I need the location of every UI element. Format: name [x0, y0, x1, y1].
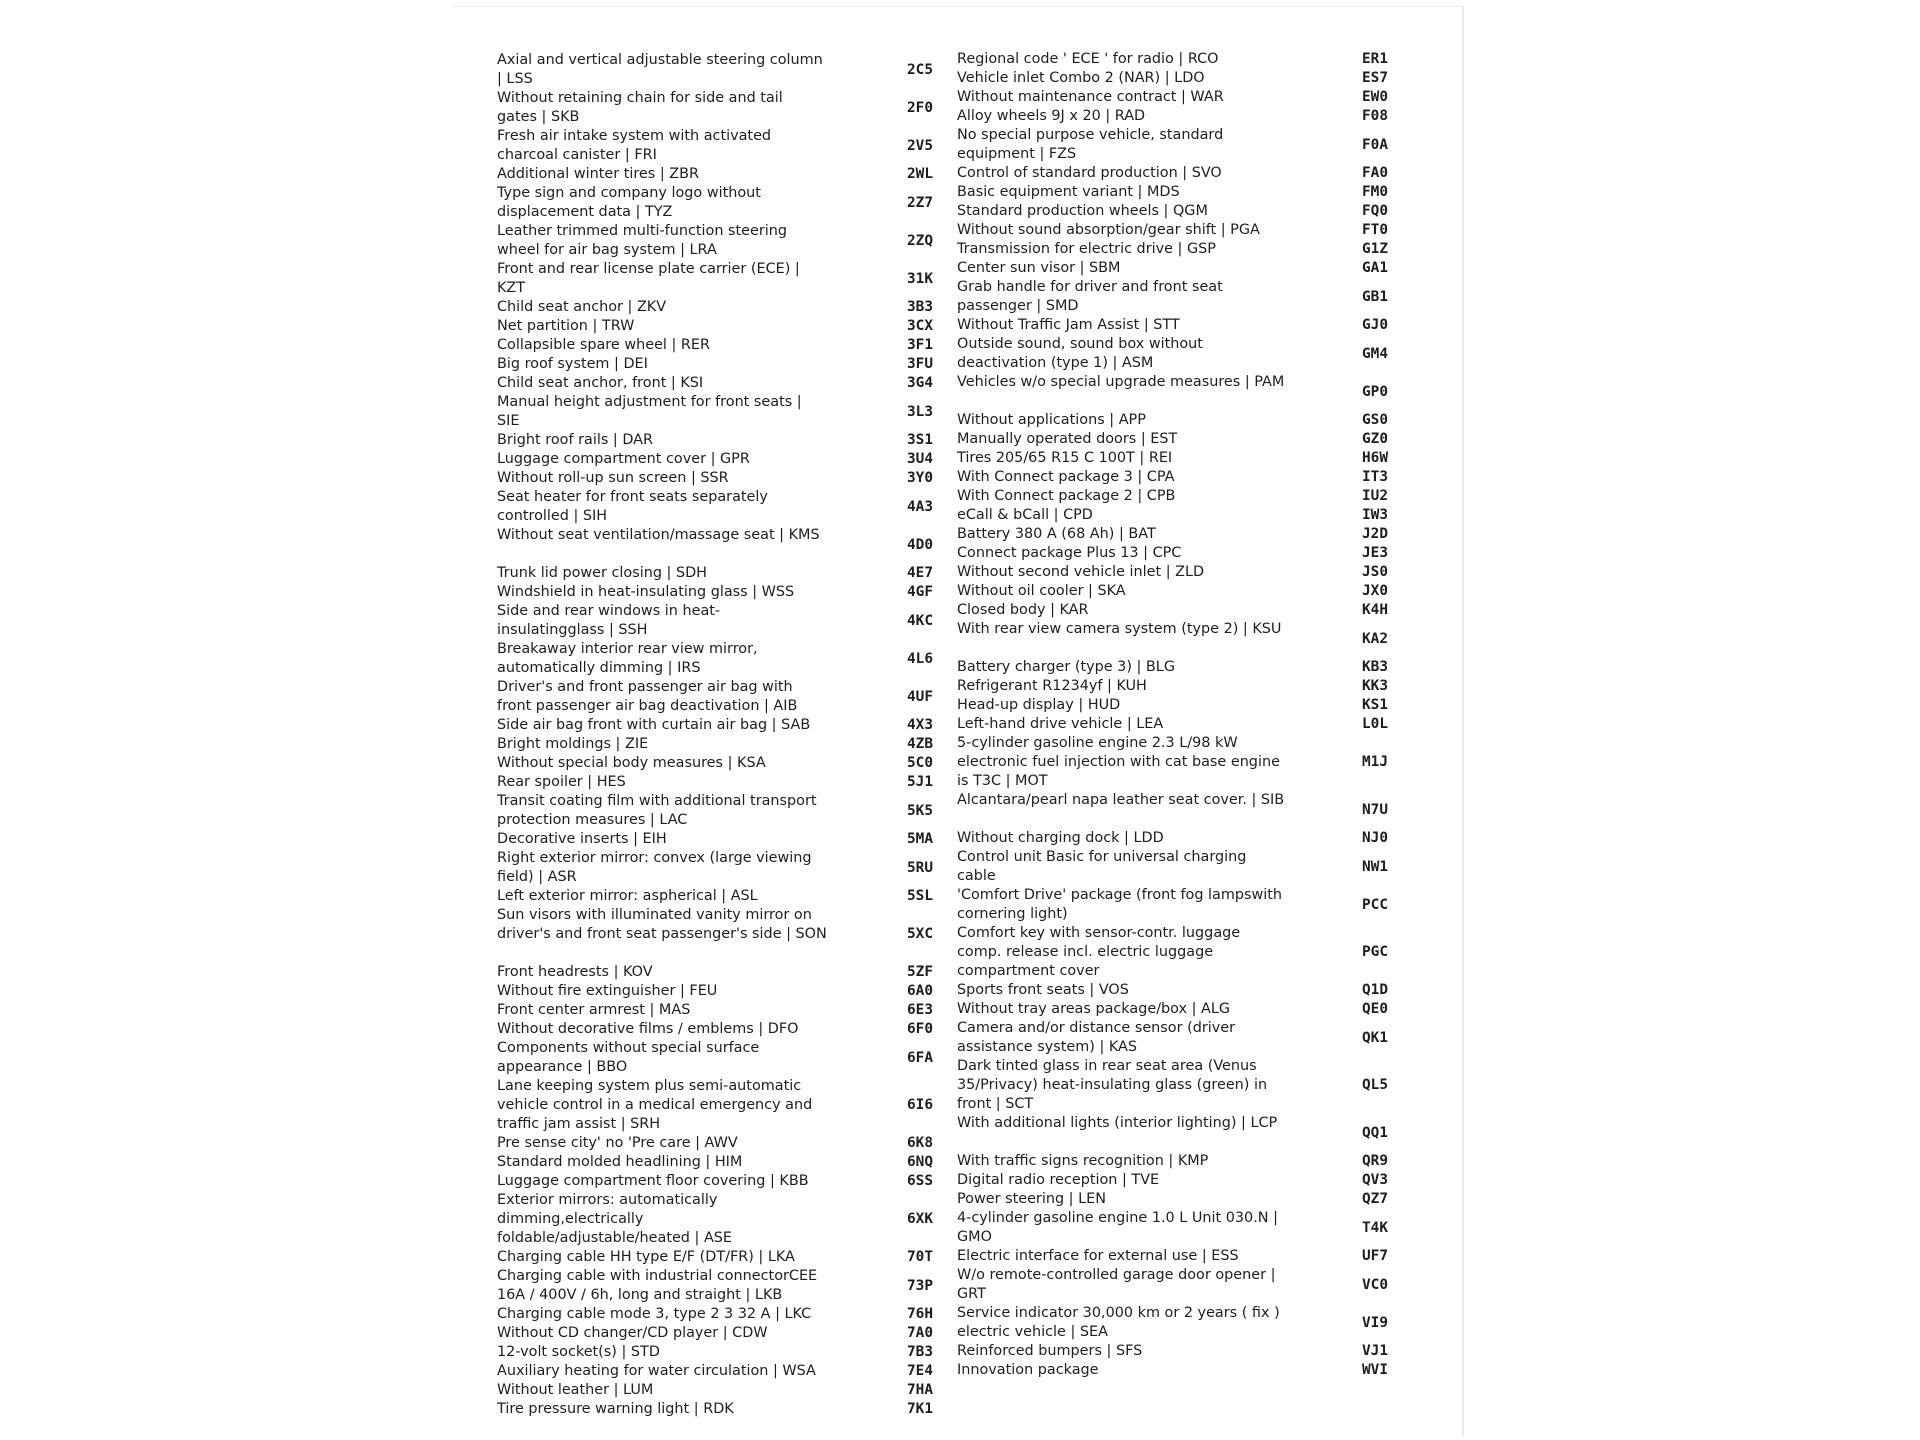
option-code: 3CX: [907, 318, 933, 334]
option-code: G1Z: [1362, 241, 1388, 257]
option-row: [452, 563, 1462, 582]
option-description: Decorative inserts | EIH: [497, 831, 667, 847]
option-description: Without maintenance contract | WAR: [957, 89, 1224, 105]
option-code: PGC: [1362, 944, 1388, 960]
option-description: With additional lights (interior lighting) | LCP: [957, 1115, 1278, 1131]
option-description: Without fire extinguisher | FEU: [497, 983, 718, 999]
option-code: 5K5: [907, 802, 933, 819]
option-code: IW3: [1362, 507, 1388, 523]
option-code: GZ0: [1362, 431, 1388, 447]
option-description: Without tray areas package/box | ALG: [957, 1001, 1231, 1017]
option-code: QK1: [1362, 1029, 1388, 1046]
option-code: 4E7: [907, 565, 933, 581]
option-code: 7HA: [907, 1382, 933, 1398]
option-description: 'Comfort Drive' package (front fog lampswith cornering light): [957, 887, 1283, 922]
option-description: Without decorative films / emblems | DFO: [497, 1021, 799, 1037]
option-description: Power steering | LEN: [957, 1191, 1106, 1207]
option-code: 3B3: [907, 299, 933, 315]
option-code: QL5: [1362, 1077, 1388, 1093]
option-code: QZ7: [1362, 1191, 1388, 1207]
option-row: [452, 1266, 1462, 1304]
option-code: NW1: [1362, 858, 1388, 875]
option-description: Connect package Plus 13 | CPC: [957, 545, 1182, 561]
option-description: Sports front seats | VOS: [957, 982, 1129, 998]
option-description: Grab handle for driver and front seat passenger | SMD: [957, 279, 1223, 314]
option-code: 6F0: [907, 1021, 933, 1037]
option-row: [452, 1000, 1462, 1019]
option-code: Q1D: [1362, 982, 1388, 998]
option-description: Auxiliary heating for water circulation | WSA: [497, 1363, 816, 1379]
option-code: ES7: [1362, 70, 1388, 86]
option-code: 6NQ: [907, 1154, 933, 1170]
option-description: Tire pressure warning light | RDK: [497, 1401, 734, 1417]
option-description: Digital radio reception | TVE: [957, 1172, 1160, 1188]
option-code: QR9: [1362, 1153, 1388, 1169]
option-row: [452, 1019, 1462, 1057]
option-description: Manually operated doors | EST: [957, 431, 1178, 447]
option-description: Electric interface for external use | ESS: [957, 1248, 1239, 1264]
option-code: 5XC: [907, 926, 933, 942]
option-code: 4ZB: [907, 736, 933, 752]
option-code: GP0: [1362, 383, 1388, 400]
option-description: Charging cable HH type E/F (DT/FR) | LKA: [497, 1249, 795, 1265]
option-code: FT0: [1362, 222, 1388, 238]
option-description: With traffic signs recognition | KMP: [957, 1153, 1209, 1169]
option-code: 3FU: [907, 356, 933, 372]
option-code: 3S1: [907, 432, 933, 448]
option-row: [452, 335, 1462, 373]
option-code: 7A0: [907, 1325, 933, 1341]
option-description: Seat heater for front seats separately controlled | SIH: [497, 489, 768, 524]
option-description: Center sun visor | SBM: [957, 260, 1121, 276]
option-description: Right exterior mirror: convex (large viewing field) | ASR: [497, 850, 812, 885]
option-description: Reinforced bumpers | SFS: [957, 1343, 1143, 1359]
option-code: F08: [1362, 108, 1388, 124]
option-row: [452, 1114, 1462, 1152]
option-description: Left exterior mirror: aspherical | ASL: [497, 888, 758, 904]
option-description: Without applications | APP: [957, 412, 1146, 428]
option-code: IT3: [1362, 469, 1388, 485]
option-description: Charging cable mode 3, type 2 3 32 A | LKC: [497, 1306, 812, 1322]
option-row: [452, 924, 1462, 981]
option-code: KK3: [1362, 678, 1388, 694]
option-code: VJ1: [1362, 1343, 1388, 1359]
option-code: GM4: [1362, 345, 1388, 362]
option-description: Without special body measures | KSA: [497, 755, 766, 771]
option-row: [452, 1400, 1462, 1419]
option-code: QV3: [1362, 1172, 1388, 1188]
option-row: [452, 715, 1462, 734]
option-code: 3Y0: [907, 470, 933, 486]
option-code: PCC: [1362, 896, 1388, 913]
option-code: 5ZF: [907, 964, 933, 980]
option-code: 76H: [907, 1306, 933, 1322]
option-description: Axial and vertical adjustable steering column | LSS: [497, 52, 823, 87]
option-code: K4H: [1362, 602, 1388, 618]
option-description: Without leather | LUM: [497, 1382, 654, 1398]
option-description: Luggage compartment cover | GPR: [497, 451, 750, 467]
option-code: 4GF: [907, 584, 933, 600]
option-description: Regional code ' ECE ' for radio | RCO: [957, 51, 1219, 67]
option-code: 6XK: [907, 1211, 933, 1227]
option-row: [452, 1361, 1462, 1380]
option-row: [452, 221, 1462, 240]
option-description: Control of standard production | SVO: [957, 165, 1222, 181]
option-code: 5RU: [907, 859, 933, 876]
option-code: VC0: [1362, 1276, 1388, 1293]
option-description: Side air bag front with curtain air bag | SAB: [497, 717, 811, 733]
option-row: [452, 791, 1462, 829]
option-description: Without seat ventilation/massage seat | KMS: [497, 527, 820, 543]
option-row: [452, 88, 1462, 107]
option-code: 3U4: [907, 451, 933, 467]
option-code: 2WL: [907, 166, 933, 182]
option-code: M1J: [1362, 754, 1388, 770]
option-code: IU2: [1362, 488, 1388, 504]
option-row: [452, 1304, 1462, 1342]
option-description: Closed body | KAR: [957, 602, 1089, 618]
option-row: [452, 449, 1462, 468]
option-description: With Connect package 3 | CPA: [957, 469, 1175, 485]
option-description: No special purpose vehicle, standard equipment | FZS: [957, 127, 1224, 162]
option-description: W/o remote-controlled garage door opener | GRT: [957, 1267, 1276, 1302]
option-code: NJ0: [1362, 830, 1388, 846]
option-code: N7U: [1362, 801, 1388, 818]
option-row: [452, 696, 1462, 715]
option-code: 2Z7: [907, 194, 933, 211]
option-description: 5-cylinder gasoline engine 2.3 L/98 kW electronic fuel injection with cat base engine is T3C | MOT: [957, 735, 1280, 789]
option-row: [452, 107, 1462, 126]
option-code: 2V5: [907, 137, 933, 154]
option-description: Comfort key with sensor-contr. luggage comp. release incl. electric luggage compartment cover: [957, 925, 1241, 979]
option-code: 3F1: [907, 337, 933, 353]
option-code: GS0: [1362, 412, 1388, 428]
option-description: Without second vehicle inlet | ZLD: [957, 564, 1205, 580]
option-row: [452, 1209, 1462, 1247]
option-row: [452, 240, 1462, 259]
option-description: Alloy wheels 9J x 20 | RAD: [957, 108, 1146, 124]
option-row: [452, 126, 1462, 164]
option-row: [452, 1152, 1462, 1171]
option-description: Vehicles w/o special upgrade measures | PAM: [957, 374, 1285, 390]
option-description: Collapsible spare wheel | RER: [497, 337, 711, 353]
option-row: [452, 430, 1462, 449]
option-code: H6W: [1362, 450, 1388, 466]
option-description: Camera and/or distance sensor (driver assistance system) | KAS: [957, 1020, 1236, 1055]
option-row: [452, 278, 1462, 316]
option-description: Big roof system | DEI: [497, 356, 648, 372]
option-description: Control unit Basic for universal charging cable: [957, 849, 1247, 884]
option-code: 70T: [907, 1249, 933, 1265]
option-description: Tires 205/65 R15 C 100T | REI: [957, 450, 1173, 466]
option-row: [452, 316, 1462, 335]
option-code: 6FA: [907, 1049, 933, 1066]
option-row: [452, 544, 1462, 563]
option-row: [452, 582, 1462, 601]
option-row: [452, 1381, 1462, 1400]
option-description: With Connect package 2 | CPB: [957, 488, 1176, 504]
option-description: With rear view camera system (type 2) | KSU: [957, 621, 1282, 637]
option-code: 31K: [907, 270, 933, 287]
option-code: JS0: [1362, 564, 1388, 580]
option-code: 5SL: [907, 888, 933, 904]
option-description: Front center armrest | MAS: [497, 1002, 691, 1018]
option-description: Battery charger (type 3) | BLG: [957, 659, 1175, 675]
option-description: Child seat anchor | ZKV: [497, 299, 667, 315]
option-row: [452, 829, 1462, 848]
option-row: [452, 848, 1462, 886]
option-description: Transmission for electric drive | GSP: [957, 241, 1216, 257]
option-description: Bright moldings | ZIE: [497, 736, 649, 752]
option-description: Service indicator 30,000 km or 2 years ( fix ) electric vehicle | SEA: [957, 1305, 1280, 1340]
option-description: Driver's and front passenger air bag with front passenger air bag deactivation | AIB: [497, 679, 798, 714]
option-description: Basic equipment variant | MDS: [957, 184, 1180, 200]
option-description: 12-volt socket(s) | STD: [497, 1344, 660, 1360]
option-code: UF7: [1362, 1248, 1388, 1264]
option-code: 4D0: [907, 536, 933, 553]
option-code: FQ0: [1362, 203, 1388, 219]
option-row: [452, 202, 1462, 221]
option-description: Pre sense city' no 'Pre care | AWV: [497, 1135, 738, 1151]
option-description: Luggage compartment floor covering | KBB: [497, 1173, 809, 1189]
option-row: [452, 601, 1462, 620]
option-row: [452, 373, 1462, 411]
option-code: 6SS: [907, 1173, 933, 1189]
option-code: QQ1: [1362, 1124, 1388, 1141]
option-row: [452, 658, 1462, 677]
option-code: FA0: [1362, 165, 1388, 181]
option-description: Refrigerant R1234yf | KUH: [957, 678, 1147, 694]
option-description: Without roll-up sun screen | SSR: [497, 470, 729, 486]
option-row: [452, 1247, 1462, 1266]
option-code: 7B3: [907, 1344, 933, 1360]
option-description: Child seat anchor, front | KSI: [497, 375, 704, 391]
option-code: 6E3: [907, 1002, 933, 1018]
option-description: Without Traffic Jam Assist | STT: [957, 317, 1180, 333]
option-code: KS1: [1362, 697, 1388, 713]
option-row: [452, 677, 1462, 696]
option-code: 4A3: [907, 498, 933, 515]
option-description: Additional winter tires | ZBR: [497, 166, 700, 182]
option-code: 4X3: [907, 717, 933, 733]
option-code: 4UF: [907, 688, 933, 705]
option-description: Front and rear license plate carrier (ECE) | KZT: [497, 261, 800, 296]
option-row: [452, 1190, 1462, 1209]
option-code: 4KC: [907, 612, 933, 629]
option-description: Head-up display | HUD: [957, 697, 1121, 713]
option-code: 3G4: [907, 375, 933, 391]
option-description: Dark tinted glass in rear seat area (Venus 35/Privacy) heat-insulating glass (green) in front | SCT: [957, 1058, 1268, 1112]
option-description: Components without special surface appearance | BBO: [497, 1040, 760, 1075]
option-code: GA1: [1362, 260, 1388, 276]
option-code: 7K1: [907, 1401, 933, 1417]
option-description: Transit coating film with additional transport protection measures | LAC: [497, 793, 817, 828]
option-row: [452, 525, 1462, 544]
option-code: 2F0: [907, 99, 933, 116]
option-row: [452, 183, 1462, 202]
option-row: [452, 1342, 1462, 1361]
option-description: Standard production wheels | QGM: [957, 203, 1208, 219]
option-description: Standard molded headlining | HIM: [497, 1154, 743, 1170]
option-code: 2C5: [907, 61, 933, 78]
option-row: [452, 468, 1462, 487]
option-description: Net partition | TRW: [497, 318, 635, 334]
option-row: [452, 1057, 1462, 1114]
option-code: 5C0: [907, 755, 933, 771]
option-description: Charging cable with industrial connectorCEE 16A / 400V / 6h, long and straight | LKB: [497, 1268, 818, 1303]
option-row: [452, 1171, 1462, 1190]
option-description: Sun visors with illuminated vanity mirror on driver's and front seat passenger's side | SON: [497, 907, 827, 942]
option-row: [452, 487, 1462, 506]
option-code: GJ0: [1362, 317, 1388, 333]
option-description: Breakaway interior rear view mirror, automatically dimming | IRS: [497, 641, 758, 676]
option-code: VI9: [1362, 1314, 1388, 1331]
option-code: 3L3: [907, 403, 933, 420]
option-description: Without charging dock | LDD: [957, 830, 1164, 846]
option-description: Alcantara/pearl napa leather seat cover. | SIB: [957, 792, 1285, 808]
option-code: FM0: [1362, 184, 1388, 200]
option-code: JX0: [1362, 583, 1388, 599]
option-description: Lane keeping system plus semi-automatic vehicle control in a medical emergency and traffic jam assist | SRH: [497, 1078, 813, 1132]
option-description: Outside sound, sound box without deactivation (type 1) | ASM: [957, 336, 1203, 371]
option-description: Without sound absorption/gear shift | PGA: [957, 222, 1260, 238]
option-code: F0A: [1362, 136, 1388, 153]
option-code: T4K: [1362, 1219, 1388, 1236]
option-description: Without retaining chain for side and tail gates | SKB: [497, 90, 783, 125]
option-description: Front headrests | KOV: [497, 964, 653, 980]
option-description: Leather trimmed multi-function steering wheel for air bag system | LRA: [497, 223, 788, 258]
option-code: 5MA: [907, 831, 933, 847]
option-code: KA2: [1362, 630, 1388, 647]
option-code: EW0: [1362, 89, 1388, 105]
option-description: Innovation package: [957, 1362, 1099, 1378]
option-description: Bright roof rails | DAR: [497, 432, 654, 448]
option-row: [452, 50, 1462, 69]
option-description: eCall & bCall | CPD: [957, 507, 1093, 523]
option-description: Battery 380 A (68 Ah) | BAT: [957, 526, 1156, 542]
option-code: ER1: [1362, 51, 1388, 67]
option-description: Vehicle inlet Combo 2 (NAR) | LDO: [957, 70, 1205, 86]
option-description: Left-hand drive vehicle | LEA: [957, 716, 1164, 732]
option-code: 6A0: [907, 983, 933, 999]
option-code: KB3: [1362, 659, 1388, 675]
option-code: 73P: [907, 1277, 933, 1294]
option-code: QE0: [1362, 1001, 1388, 1017]
option-code: 5J1: [907, 774, 933, 790]
option-code: J2D: [1362, 526, 1388, 542]
option-row: [452, 259, 1462, 278]
option-code: 6K8: [907, 1135, 933, 1151]
option-description: Windshield in heat-insulating glass | WSS: [497, 584, 795, 600]
option-row: [452, 69, 1462, 88]
option-code: GB1: [1362, 288, 1388, 305]
option-description: Trunk lid power closing | SDH: [497, 565, 707, 581]
option-code: 4L6: [907, 650, 933, 667]
option-description: Without CD changer/CD player | CDW: [497, 1325, 768, 1341]
option-description: Manual height adjustment for front seats | SIE: [497, 394, 802, 429]
option-code: 6I6: [907, 1097, 933, 1113]
option-row: [452, 164, 1462, 183]
option-row: [452, 411, 1462, 430]
option-description: 4-cylinder gasoline engine 1.0 L Unit 030.N | GMO: [957, 1210, 1278, 1245]
option-row: [452, 886, 1462, 924]
option-code: 2ZQ: [907, 232, 933, 249]
option-description: Fresh air intake system with activated charcoal canister | FRI: [497, 128, 772, 163]
option-description: Rear spoiler | HES: [497, 774, 626, 790]
option-code: L0L: [1362, 716, 1388, 732]
option-description: Without oil cooler | SKA: [957, 583, 1126, 599]
option-description: Side and rear windows in heat-insulatingglass | SSH: [497, 603, 721, 638]
option-description: Type sign and company logo without displacement data | TYZ: [497, 185, 761, 220]
option-code: JE3: [1362, 545, 1388, 561]
option-code: WVI: [1362, 1362, 1388, 1378]
option-code: 7E4: [907, 1363, 933, 1379]
option-row: [452, 981, 1462, 1000]
option-description: Exterior mirrors: automatically dimming,electrically foldable/adjustable/heated | ASE: [497, 1192, 733, 1246]
option-row: [452, 506, 1462, 525]
option-row: [452, 734, 1462, 791]
option-row: [452, 620, 1462, 658]
document-page: [452, 6, 1464, 1437]
